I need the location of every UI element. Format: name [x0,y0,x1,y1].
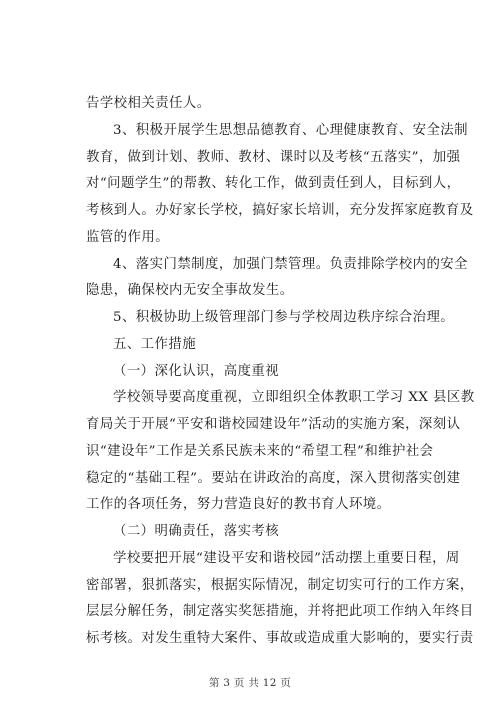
text-line: 识“建设年”工作是关系民族未来的“希望工程”和维护社会 [86,443,434,459]
text-line: （一）深化认识，高度重视 [113,363,280,379]
text-line: 5、积极协助上级管理部门参与学校周边秩序综合治理。 [113,310,455,325]
text-line: 五、工作措施 [113,336,197,352]
text-line: 密部署，狠抓落实，根据实际情况，制定切实可行的工作方案， [86,577,474,593]
text-line: 考核到人。办好家长学校，搞好家长培训，充分发挥家庭教育及 [86,203,474,218]
text-line: 育局关于开展“平安和谐校园建设年”活动的实施方案，深刻认 [86,417,461,432]
text-line: 稳定的“基础工程”。要站在讲政治的高度，深入贯彻落实创建 [86,470,461,486]
text-line: 学校领导要高度重视，立即组织全体教职工学习 XX 县区教 [113,390,475,406]
text-line: 隐患，确保校内无安全事故发生。 [86,283,294,299]
text-line: 告学校相关责任人。 [86,96,211,111]
text-line: 教育，做到计划、教师、教材、课时以及考核“五落实”，加强 [86,149,461,165]
text-line: 层层分解任务，制定落实奖惩措施，并将把此项工作纳入年终目 [86,604,474,620]
document-body [86,91,475,653]
text-line: 对“问题学生”的帮教、转化工作，做到责任到人，目标到人， [86,176,461,192]
text-line: 工作的各项任务，努力营造良好的教书育人环境。 [86,497,391,513]
text-line: 4、落实门禁制度，加强门禁管理。负责排除学校内的安全 [113,256,468,272]
text-line: 标考核。对发生重特大案件、事故或造成重大影响的，要实行责 [86,631,474,646]
text-line: 3、积极开展学生思想品德教育、心理健康教育、安全法制 [113,122,468,138]
text-line: 监管的作用。 [86,229,170,245]
text-line: 学校要把开展“建设平安和谐校园”活动摆上重要日程，周 [113,550,460,566]
page-footer: 第 3 页 共 12 页 [208,677,292,689]
text-line: （二）明确责任，落实考核 [113,524,280,539]
